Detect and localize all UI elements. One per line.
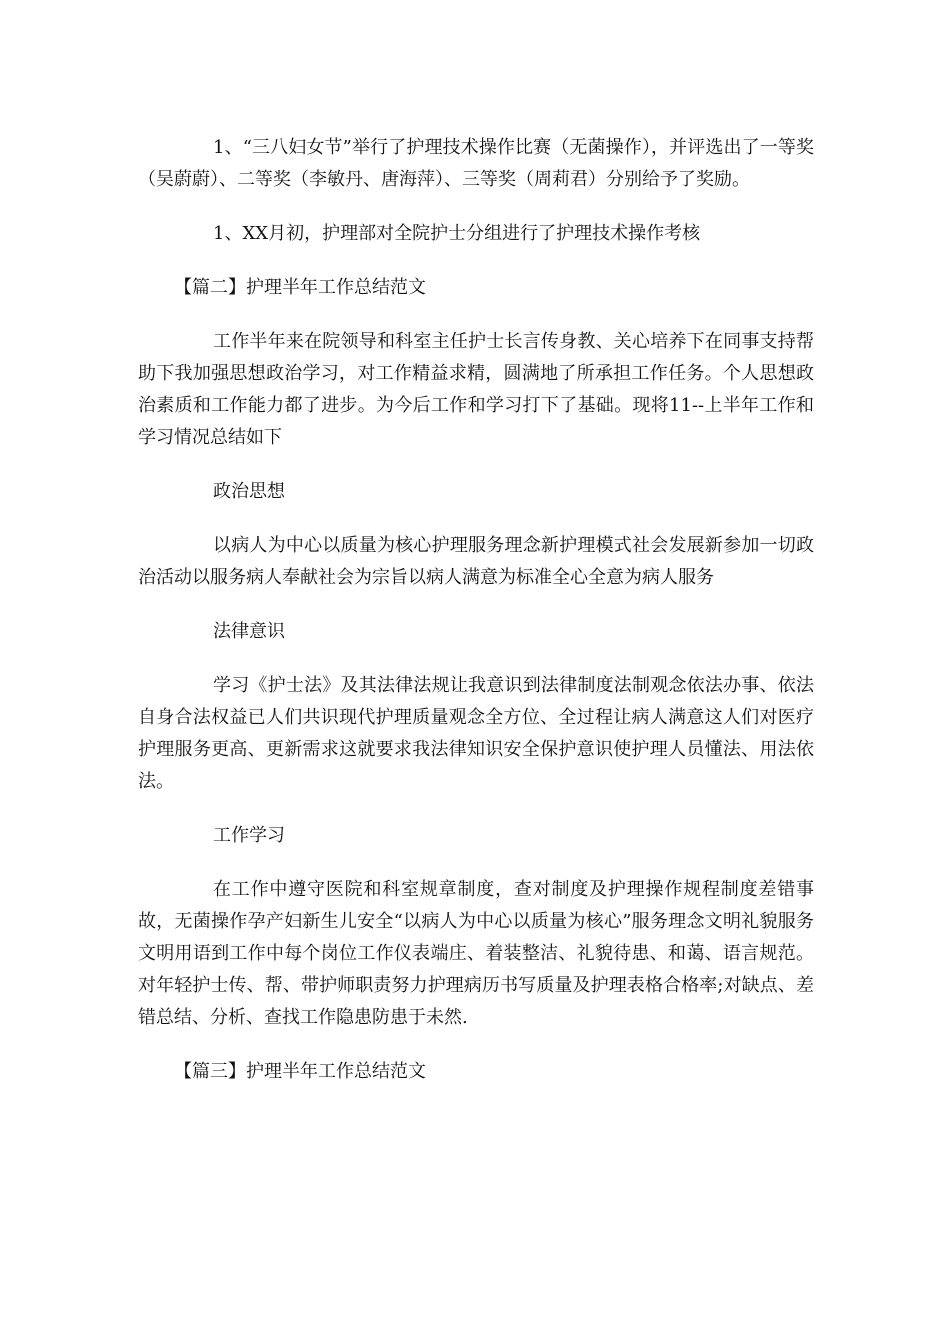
- document-body: [138, 132, 814, 1110]
- section-title-part-three: 【篇三】护理半年工作总结范文: [174, 1061, 426, 1082]
- paragraph-skills-assessment: 1、XX月初，护理部对全院护士分组进行了护理技术操作考核: [213, 223, 701, 244]
- paragraph-legal-awareness: 学习《护士法》及其法律法规让我意识到法律制度法制观念依法办事、依法自身合法权益已人们共识现代护理质量观念全方位、全过程让病人满意这人们对医疗护理服务更高、更新需求这就要求我法律知识安全保护意识使护理人员懂法、用法依法。: [138, 675, 814, 792]
- paragraph-half-year-intro: 工作半年来在院领导和科室主任护士长言传身教、关心培养下在同事支持帮助下我加强思想政治学习，对工作精益求精，圆满地了所承担工作任务。个人思想政治素质和工作能力都了进步。为今后工作和学习打下了基础。现将11--上半年工作和学习情况总结如下: [138, 331, 814, 448]
- section-title-part-two: 【篇二】护理半年工作总结范文: [174, 277, 426, 298]
- paragraph-award-results: 1、“三八妇女节”举行了护理技术操作比赛（无菌操作），并评选出了一等奖（吴蔚蔚）、二等奖（李敏丹、唐海萍）、三等奖（周莉君）分别给予了奖励。: [138, 137, 814, 190]
- paragraph-work-study: 在工作中遵守医院和科室规章制度，查对制度及护理操作规程制度差错事故，无菌操作孕产妇新生儿安全“以病人为中心以质量为核心”服务理念文明礼貌服务文明用语到工作中每个岗位工作仪表端庄、着装整洁、礼貌待患、和蔼、语言规范。对年轻护士传、帮、带护师职责努力护理病历书写质量及护理表格合格率;对缺点、差错总结、分析、查找工作隐患防患于未然.: [138, 879, 814, 1028]
- heading-political-thought: 政治思想: [213, 481, 285, 502]
- heading-work-study: 工作学习: [213, 825, 285, 846]
- paragraph-political-thought: 以病人为中心以质量为核心护理服务理念新护理模式社会发展新参加一切政治活动以服务病人奉献社会为宗旨以病人满意为标准全心全意为病人服务: [138, 535, 814, 588]
- heading-legal-awareness: 法律意识: [213, 621, 285, 642]
